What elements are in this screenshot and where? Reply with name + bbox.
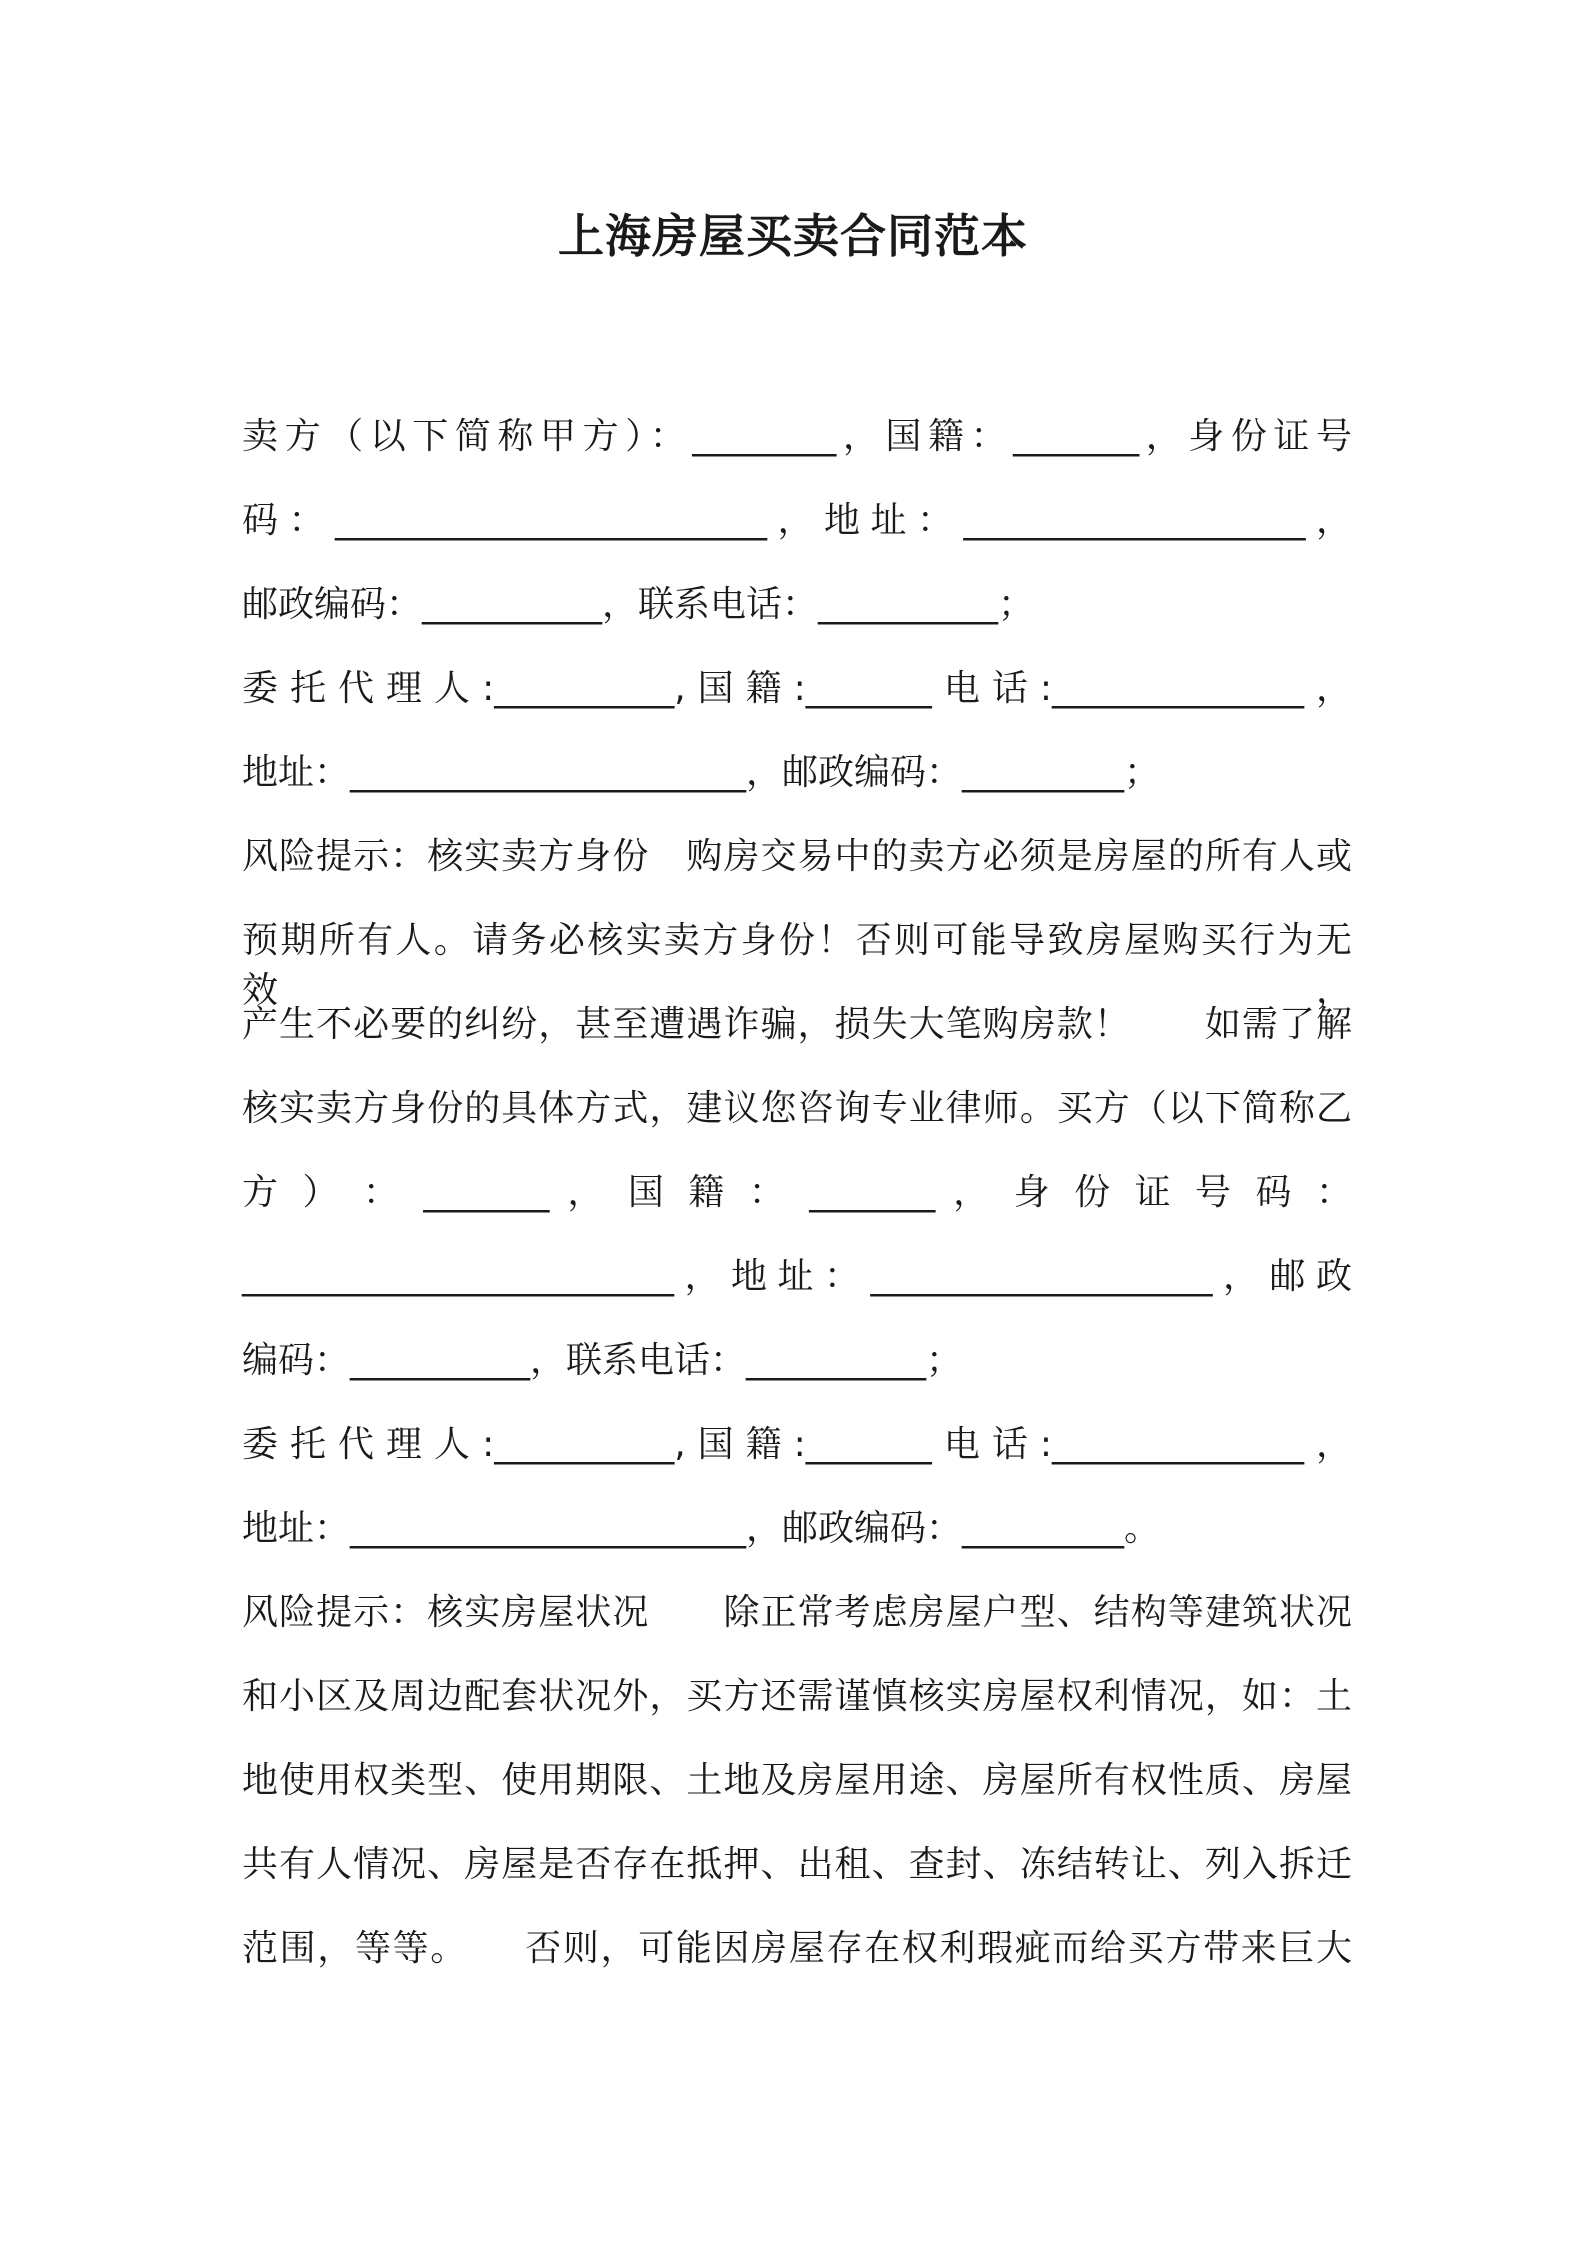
text-line: ________________________，地址：___________________，邮政: [242, 1256, 1352, 1297]
text-line: 核实卖方身份的具体方式，建议您咨询专业律师。买方（以下简称乙: [242, 1088, 1352, 1129]
text-line: 地使用权类型、使用期限、土地及房屋用途、房屋所有权性质、房屋: [242, 1760, 1352, 1801]
text-line: 和小区及周边配套状况外，买方还需谨慎核实房屋权利情况，如：土: [242, 1676, 1352, 1717]
text-line: 产生不必要的纠纷，甚至遭遇诈骗，损失大笔购房款！ 如需了解: [242, 1004, 1352, 1045]
text-line: 卖方（以下简称甲方）：________，国籍：_______，身份证号: [242, 416, 1352, 457]
document-title: 上海房屋买卖合同范本: [558, 209, 1028, 263]
text-line: 地址：______________________，邮政编码：_________。: [242, 1508, 1161, 1549]
text-line: 共有人情况、房屋是否存在抵押、出租、查封、冻结转让、列入拆迁: [242, 1844, 1352, 1885]
text-line: 委托代理人:__________,国籍:_______电话:______________，: [242, 1424, 1352, 1465]
text-line: 预期所有人。请务必核实卖方身份！否则可能导致房屋购买行为无效，: [242, 920, 1352, 1011]
text-line: 地址：______________________，邮政编码：_________；: [242, 752, 1161, 793]
text-line: 委托代理人:__________,国籍:_______电话:______________，: [242, 668, 1352, 709]
text-line: 邮政编码：__________，联系电话：__________；: [242, 584, 1035, 625]
text-line: 风险提示：核实卖方身份 购房交易中的卖方必须是房屋的所有人或: [242, 836, 1352, 877]
text-line: 方 ） ： _______ ， 国 籍 ： _______ ， 身 份 证 号 码 ：: [242, 1172, 1352, 1213]
text-line: 编码：__________，联系电话：__________；: [242, 1340, 963, 1381]
text-line: 风险提示：核实房屋状况 除正常考虑房屋户型、结构等建筑状况: [242, 1592, 1352, 1633]
text-line: 码：________________________，地址：___________________，: [242, 500, 1352, 541]
text-line: 范围，等等。 否则，可能因房屋存在权利瑕疵而给买方带来巨大: [242, 1928, 1352, 1969]
